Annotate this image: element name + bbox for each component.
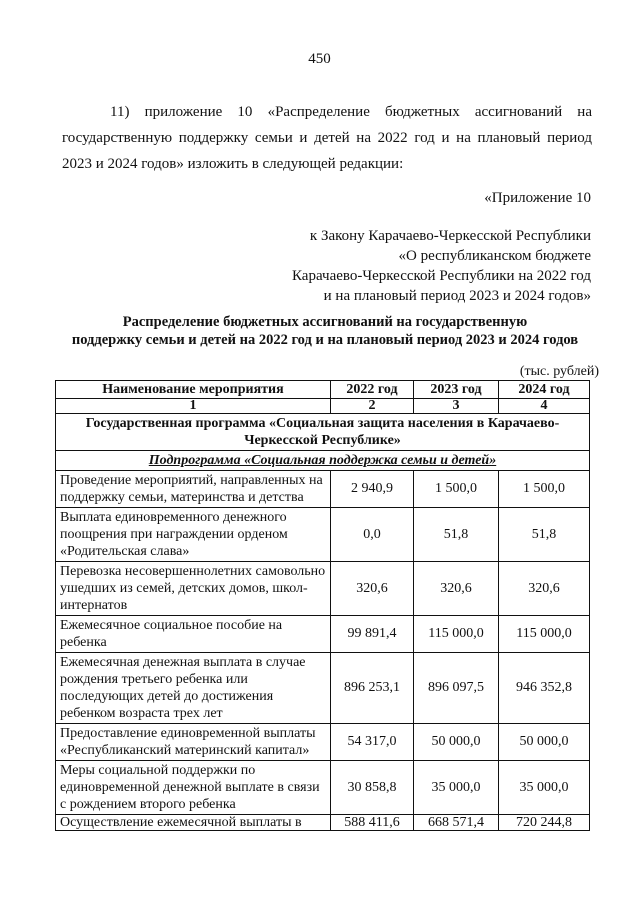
column-header-2022: 2022 год [331, 381, 414, 399]
amount-2023: 320,6 [414, 562, 499, 616]
amount-2023: 35 000,0 [414, 761, 499, 815]
subprogram-title: Подпрограмма «Социальная поддержка семьи и детей» [56, 451, 590, 471]
column-header-name: Наименование мероприятия [56, 381, 331, 399]
amount-2024: 51,8 [499, 508, 590, 562]
law-reference-line: «О республиканском бюджете [398, 248, 591, 264]
subprogram-row [56, 451, 590, 471]
amount-2023: 1 500,0 [414, 471, 499, 508]
amount-2024: 720 244,8 [499, 815, 590, 831]
table-header-row [56, 381, 590, 399]
column-header-2023: 2023 год [414, 381, 499, 399]
intro-paragraph: 11) приложение 10 «Распределение бюджетных ассигнований на государственную поддержку семьи и детей на 2022 год и на плановый период 2023 и 2024 годов» изложить в следующей редакции: [62, 104, 592, 172]
amount-2024: 115 000,0 [499, 616, 590, 653]
amount-2023: 896 097,5 [414, 653, 499, 724]
program-title: Государственная программа «Социальная защита населения в Карачаево-Черкесской Республике» [56, 414, 590, 451]
page-number: 450 [308, 51, 331, 67]
annex-label: «Приложение 10 [484, 190, 591, 206]
activity-name: Меры социальной поддержки по единовременной денежной выплате в связи с рождением второго ребенка [56, 761, 331, 815]
table-row [56, 616, 590, 653]
table-row [56, 471, 590, 508]
column-header-2024: 2024 год [499, 381, 590, 399]
amount-2024: 1 500,0 [499, 471, 590, 508]
column-index: 1 [56, 399, 331, 414]
amount-2022: 588 411,6 [331, 815, 414, 831]
amount-2023: 668 571,4 [414, 815, 499, 831]
amount-2022: 54 317,0 [331, 724, 414, 761]
law-reference-line: и на плановый период 2023 и 2024 годов» [323, 288, 591, 304]
column-index: 2 [331, 399, 414, 414]
law-reference-line: к Закону Карачаево-Черкесской Республики [309, 228, 591, 244]
activity-name: Выплата единовременного денежного поощрения при награждении орденом «Родительская слава» [56, 508, 331, 562]
amount-2023: 50 000,0 [414, 724, 499, 761]
amount-2024: 35 000,0 [499, 761, 590, 815]
table-row [56, 724, 590, 761]
document-title-line: Распределение бюджетных ассигнований на государственную [122, 314, 528, 330]
activity-name: Осуществление ежемесячной выплаты в [56, 815, 331, 831]
amount-2022: 99 891,4 [331, 616, 414, 653]
law-reference-line: Карачаево-Черкесской Республики на 2022 год [292, 268, 591, 284]
amount-2022: 2 940,9 [331, 471, 414, 508]
amount-2022: 30 858,8 [331, 761, 414, 815]
amount-2024: 320,6 [499, 562, 590, 616]
column-index: 3 [414, 399, 499, 414]
budget-table [55, 380, 590, 831]
table-row [56, 653, 590, 724]
activity-name: Перевозка несовершеннолетних самовольно ушедших из семей, детских домов, школ-интернатов [56, 562, 331, 616]
table-row [56, 815, 590, 831]
table-row [56, 562, 590, 616]
table-row [56, 761, 590, 815]
activity-name: Предоставление единовременной выплаты «Республиканский материнский капитал» [56, 724, 331, 761]
amount-2022: 320,6 [331, 562, 414, 616]
document-title [40, 313, 610, 349]
column-index-row [56, 399, 590, 414]
amount-2023: 51,8 [414, 508, 499, 562]
amount-2024: 946 352,8 [499, 653, 590, 724]
document-title-line: поддержку семьи и детей на 2022 год и на плановый период 2023 и 2024 годов [71, 332, 579, 348]
law-reference [292, 226, 591, 306]
table-row [56, 508, 590, 562]
amount-2022: 896 253,1 [331, 653, 414, 724]
amount-2022: 0,0 [331, 508, 414, 562]
activity-name: Проведение мероприятий, направленных на поддержку семьи, материнства и детства [56, 471, 331, 508]
column-index: 4 [499, 399, 590, 414]
activity-name: Ежемесячное социальное пособие на ребенка [56, 616, 331, 653]
program-row [56, 414, 590, 451]
units-label: (тыс. рублей) [519, 364, 599, 379]
amount-2024: 50 000,0 [499, 724, 590, 761]
activity-name: Ежемесячная денежная выплата в случае рождения третьего ребенка или последующих детей до достижения ребенком возраста трех лет [56, 653, 331, 724]
amount-2023: 115 000,0 [414, 616, 499, 653]
